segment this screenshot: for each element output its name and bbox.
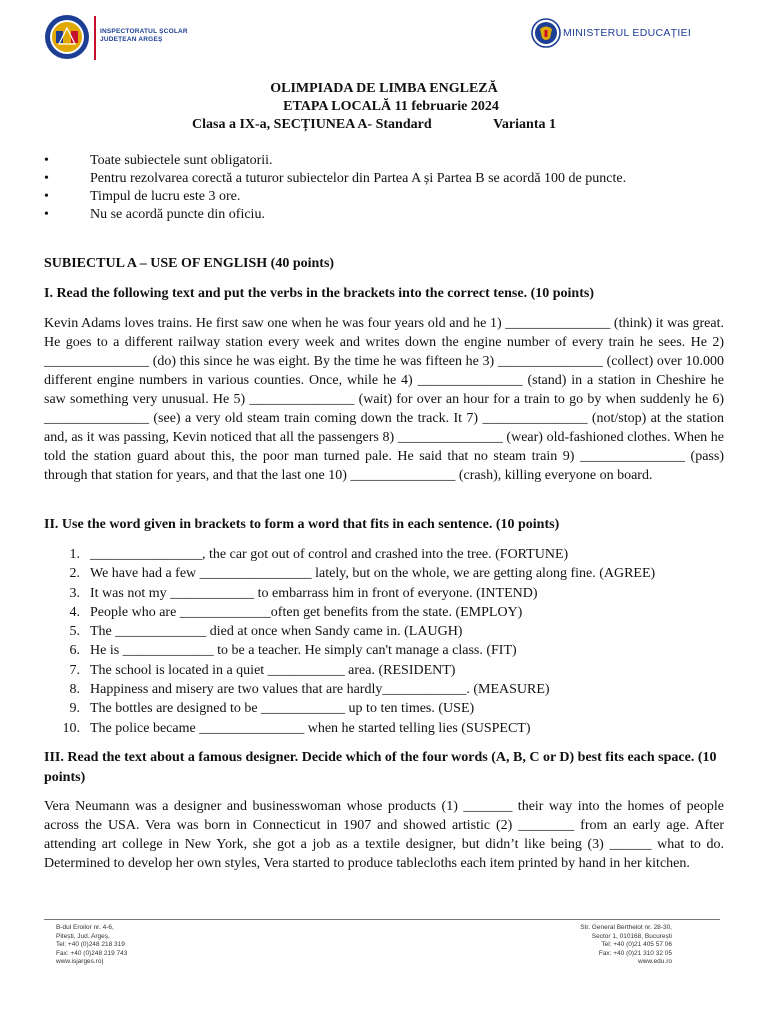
section1-text: Kevin Adams loves trains. He first saw one when he was four years old and he 1) _______________ (think) it was great. He goes to a different railway station every week and writes down the engine number of every train he sees. He 2) _______________ (do) this since he was eight. By the time he was fifteen he 3) _______________ (collect) over 10.000 different engine numbers in various counties. Once, while he 4) _______________ (stand) in a station in Cheshire he saw something very unusual. He 5) _______________ (wait) for over an hour for a train to go by when suddenly he 6) _______________ (see) a very old steam train coming down the track. It 7) _______________ (not/stop) at the station and, as it was passing, Kevin noticed that all the passengers 8) _______________ (wear) old-fashioned clothes. When he told the station guard about this, the poor man turned pale. He said that no steam train 9) _______________ (pass) through that station for years, and that the last one 10) _______________ (crash), killing everyone on board.: [44, 316, 724, 483]
footer-line: Tel: +40 (0)21 405 57 06: [601, 941, 672, 949]
rules-list: [44, 152, 626, 224]
list-item: [44, 564, 655, 583]
section3-text: Vera Neumann was a designer and businesswoman whose products (1) _______ their way into the homes of people across the USA. Vera was born in Connecticut in 1907 and showed artistic (2) ________ from an early age. After attending art college in New York, she got a job as a textile designer, but didn’t like being (3) ______ what to do. Determined to develop her own styles, Vera started to produce tablecloths each item printed by hand in her kitchen.: [44, 799, 724, 871]
footer-ministry-address: [580, 924, 672, 967]
title-class-section: Clasa a IX-a, SECȚIUNEA A- Standard: [192, 117, 432, 132]
item-text: The bottles are designed to be ____________ up to ten times. (USE): [90, 701, 475, 717]
isj-logo-text: [100, 28, 188, 44]
item-text: ________________, the car got out of control and crashed into the tree. (FORTUNE): [90, 547, 569, 562]
item-text: We have had a few ________________ lately, but on the whole, we are getting along fine. (AGREE): [90, 566, 656, 582]
item-number: 9.: [69, 701, 80, 717]
ministry-name: MINISTERUL EDUCAȚIEI: [563, 27, 692, 39]
item-number: 2.: [69, 566, 80, 582]
list-item: [44, 622, 655, 641]
ministry-logo: [531, 14, 761, 56]
rule-item: • Toate subiectele sunt obligatorii.: [44, 152, 626, 170]
rule-item: • Nu se acordă puncte din oficiu.: [44, 206, 626, 224]
item-text: It was not my ____________ to embarrass him in front of everyone. (INTEND): [90, 585, 538, 601]
title-class-line: [0, 116, 768, 134]
title-olympiad: OLIMPIADA DE LIMBA ENGLEZĂ: [270, 81, 498, 96]
item-number: 3.: [69, 585, 80, 601]
section3-heading: III. Read the text about a famous designer. Decide which of the four words (A, B, C or D) best fits each space. (10 points): [44, 750, 717, 785]
item-number: 10.: [62, 720, 80, 736]
list-item: [44, 719, 655, 738]
list-item: [44, 680, 655, 699]
ministry-crest-icon: [531, 18, 561, 48]
list-item: [44, 584, 655, 603]
list-item: [44, 699, 655, 718]
item-text: People who are _____________often get benefits from the state. (EMPLOY): [90, 604, 523, 620]
section2-heading: II. Use the word given in brackets to form a word that fits in each sentence. (10 points): [44, 517, 560, 532]
item-number: 4.: [69, 604, 80, 620]
section1-heading: I. Read the following text and put the verbs in the brackets into the correct tense. (10 points): [44, 286, 594, 301]
item-number: 1.: [69, 547, 80, 562]
item-text: The police became _______________ when he started telling lies (SUSPECT): [90, 720, 531, 736]
list-item: [44, 603, 655, 622]
list-item: [44, 641, 655, 660]
section2-items: [44, 545, 655, 738]
subject-heading: SUBIECTUL A – USE OF ENGLISH (40 points): [44, 256, 335, 271]
document-titles: [0, 80, 768, 134]
footer-line: B-dul Eroilor nr. 4-6,: [56, 924, 114, 931]
title-stage: ETAPA LOCALĂ 11 februarie 2024: [283, 99, 499, 114]
item-number: 7.: [69, 662, 80, 678]
footer-line: Fax: +40 (0)248 219 743: [56, 949, 128, 957]
item-text: The _____________ died at once when Sandy came in. (LAUGH): [90, 624, 463, 640]
footer-divider: [44, 919, 720, 920]
isj-logo-divider: [94, 16, 96, 60]
item-number: 6.: [69, 643, 80, 659]
isj-line1: INSPECTORATUL ȘCOLAR: [100, 28, 188, 35]
isj-seal-icon: [44, 14, 90, 60]
rule-item: • Timpul de lucru este 3 ore.: [44, 188, 626, 206]
footer-link-isj[interactable]: www.isjarges.ro|: [56, 958, 104, 966]
isj-logo: [44, 14, 284, 62]
item-text: Happiness and misery are two values that are hardly____________. (MEASURE): [90, 682, 550, 698]
footer-line: Tel: +40 (0)248 218 319: [56, 941, 125, 949]
item-number: 8.: [69, 682, 80, 698]
title-variant: Varianta 1: [493, 117, 556, 132]
isj-line2: JUDEȚEAN ARGEȘ: [100, 36, 163, 43]
footer-isj-address: [56, 924, 127, 967]
list-item: [44, 661, 655, 680]
list-item: [44, 545, 655, 564]
item-text: The school is located in a quiet ___________ area. (RESIDENT): [90, 662, 456, 678]
footer-line: Pitești, Jud. Argeș,: [56, 932, 110, 940]
footer-line: Str. General Berthelot nr. 28-30,: [580, 924, 672, 931]
item-number: 5.: [69, 624, 80, 640]
rule-item: • Pentru rezolvarea corectă a tuturor subiectelor din Partea A și Partea B se acordă 100 de puncte.: [44, 170, 626, 188]
footer-line: Fax: +40 (0)21 310 32 05: [598, 949, 672, 957]
footer-link-edu[interactable]: www.edu.ro: [638, 958, 672, 966]
footer-line: Sector 1, 010168, București: [591, 932, 672, 940]
item-text: He is _____________ to be a teacher. He simply can't manage a class. (FIT): [90, 643, 517, 659]
